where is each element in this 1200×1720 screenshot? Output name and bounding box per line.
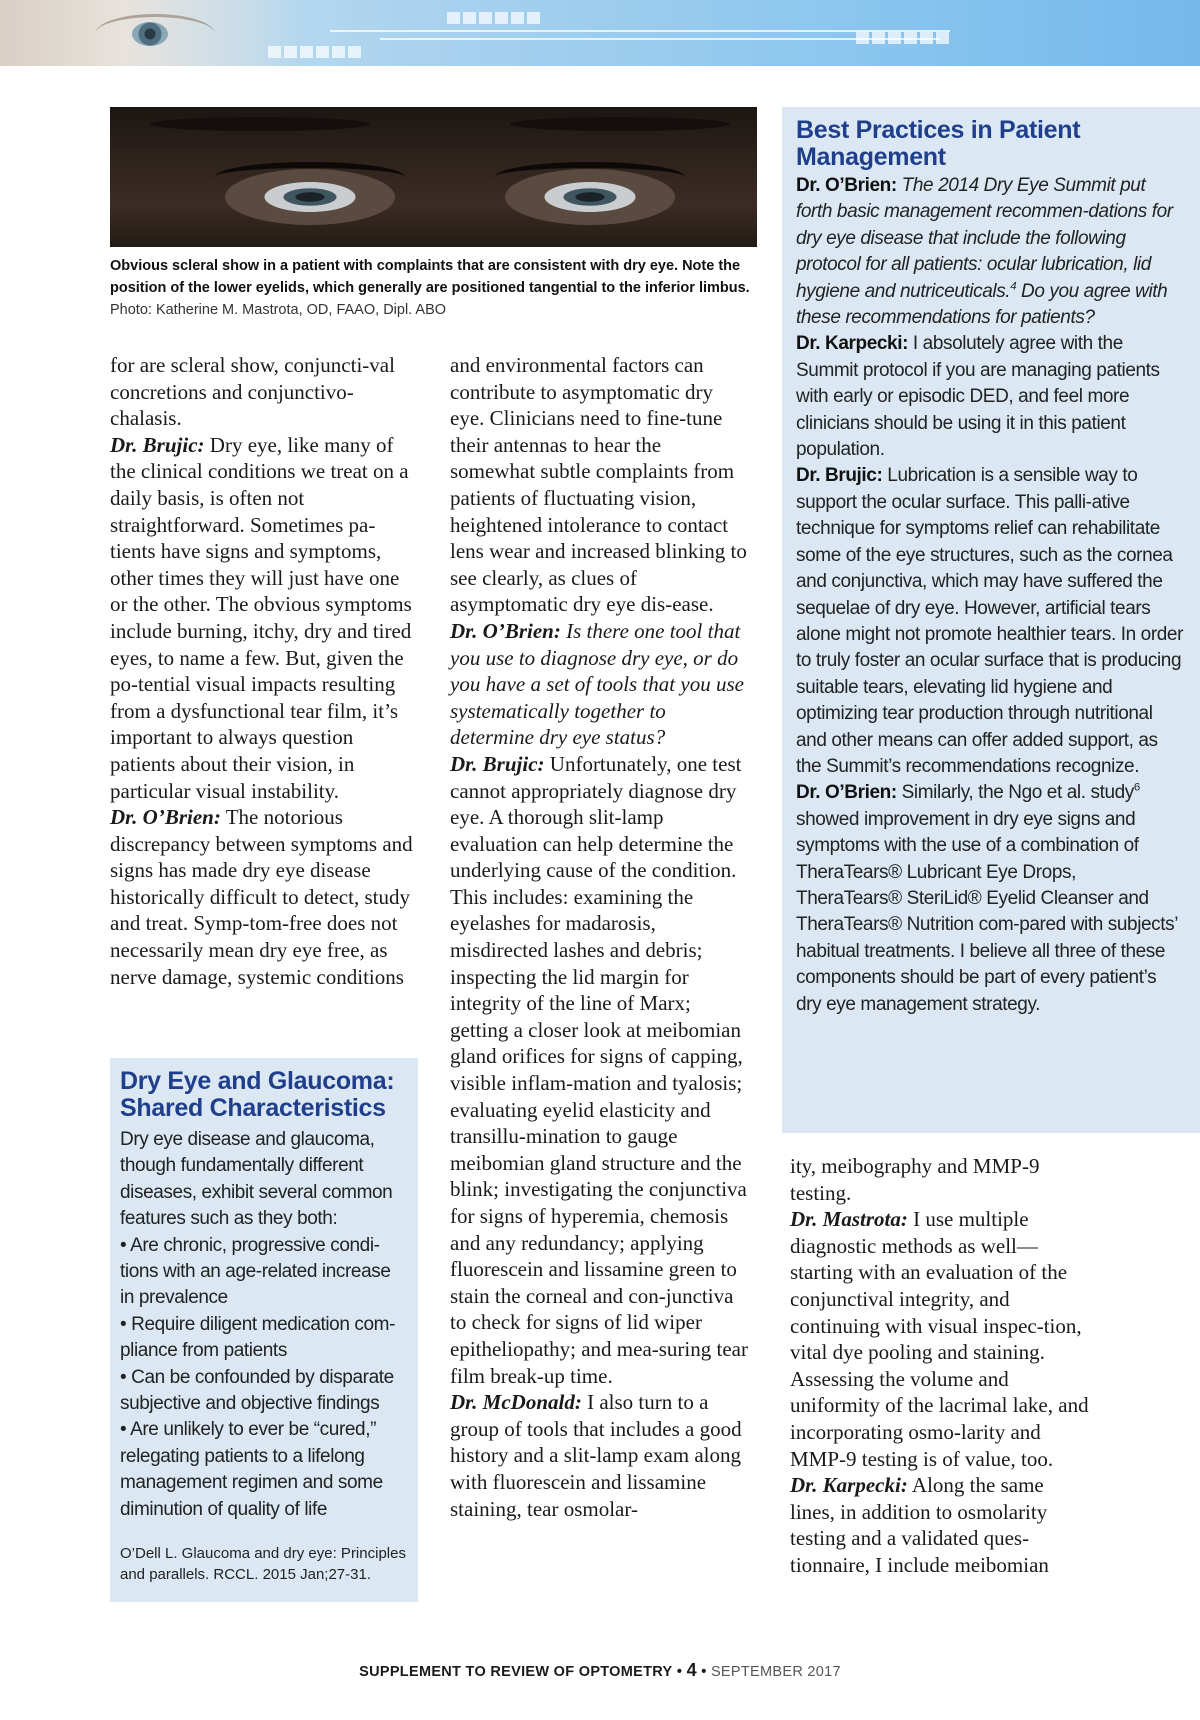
article-column-3 [790, 1153, 1090, 1579]
paragraph: Dr. Brujic: Lubrication is a sensible way to support the ocular surface. This palli-ative technique for symptoms relief can rehabilitate some of the eye structures, such as the cornea and conjunctiva, which may have suffered the sequelae of dry eye. However, artificial tears alone might not promote healthier tears. In order to truly foster an ocular surface that is producing suitable tears, elevating lid hygiene and optimizing tear production through nutritional and other means can offer added support, as the Summit’s recommendations recognize. [796, 465, 1184, 777]
speaker-label: Dr. O’Brien: [796, 175, 897, 196]
sidebar-intro: Dry eye disease and glaucoma, though fundamentally different diseases, exhibit several common features such as they both: [120, 1129, 393, 1230]
caption-text: Obvious scleral show in a patient with complaints that are consistent with dry eye. Note the position of the lower eyelids, which generally are positioned tangential to the inferior limbus. [110, 258, 750, 296]
paragraph: Dr. Karpecki: I absolutely agree with the Summit protocol if you are managing patients with early or episodic DED, and feel more clinicians should be using it in this patient population. [796, 333, 1160, 461]
glaucoma-sidebar [110, 1058, 418, 1602]
best-practices-sidebar [782, 107, 1200, 1133]
paragraph: Dr. Brujic: Unfortunately, one test cannot appropriately diagnose dry eye. A thorough slit-lamp evaluation can help determine the underlying cause of the condition. This includes: examining the eyelashes for madarosis, misdirected lashes and debris; inspecting the lid margin for integrity of the line of Marx; getting a closer look at meibomian gland orifices for signs of capping, visible inflam-mation and tyalosis; evaluating eyelid elasticity and transillu-mination to gauge meibomian gland structure and the blink; investigating the conjunctiva for signs of hyperemia, chemosis and any redundancy; applying fluorescein and lissamine green to stain the corneal and con-junctiva to check for signs of lid wiper epitheliopathy; and mea-suring tear film break-up time. [450, 751, 748, 1388]
paragraph: Dr. Mastrota: I use multiple diagnostic methods as well—starting with an evaluation of the conjunctival integrity, and continuing with visual inspec-tion, vital dye pooling and staining. Assessing the volume and uniformity of the lacrimal lake, and incorporating osmo-larity and MMP-9 testing is of value, too. [790, 1207, 1089, 1471]
speaker-label: Dr. Karpecki: [796, 333, 909, 355]
paragraph: Dr. McDonald: I also turn to a group of tools that includes a good history and a slit-lamp exam along with fluorescein and lissamine staining, tear osmolar- [450, 1390, 742, 1521]
banner-dashes [268, 46, 361, 58]
speaker-label: Dr. Brujic: [796, 465, 883, 487]
paragraph: Dr. O’Brien: Is there one tool that you use to diagnose dry eye, or do you have a set of tools that you use systematically together to determine dry eye status? [450, 618, 744, 750]
bullet-item: • Are chronic, progressive condi-tions with an age-related increase in prevalence [120, 1234, 391, 1309]
speaker-label: Dr. Brujic: [450, 751, 545, 776]
photo-credit: Photo: Katherine M. Mastrota, OD, FAAO, Dipl. ABO [110, 302, 447, 318]
bullet-item: • Require diligent medication com-pliance from patients [120, 1313, 396, 1362]
photo-caption [110, 255, 760, 321]
paragraph: Dr. Karpecki: Along the same lines, in addition to osmolarity testing and a validated ques-tionnaire, I include meibomian [790, 1473, 1049, 1577]
banner-dashes [447, 12, 540, 24]
issue-date: SEPTEMBER 2017 [710, 1664, 841, 1680]
paragraph: ity, meibography and MMP-9 testing. [790, 1154, 1040, 1205]
patient-eyes-photo [110, 107, 757, 247]
sidebar-title: Best Practices in Patient Management [796, 116, 1081, 171]
speaker-label: Dr. O’Brien: [110, 805, 221, 830]
speaker-label: Dr. Brujic: [110, 432, 205, 457]
paragraph: Dr. Brujic: Dry eye, like many of the clinical conditions we treat on a daily basis, is often not straightforward. Sometimes pa-tients have signs and symptoms, other times they will just have one or the other. The obvious symptoms include burning, itchy, dry and tired eyes, to name a few. But, given the po-tential visual impacts resulting from a dysfunctional tear film, it’s important to always question patients about their vision, in particular visual instability. [110, 432, 412, 803]
speaker-label: Dr. O’Brien: [796, 782, 897, 804]
sidebar-title: Dry Eye and Glaucoma: Shared Characteristics [120, 1067, 395, 1122]
paragraph: and environmental factors can contribute to asymptomatic dry eye. Clinicians need to fine-tune their antennas to hear the somewhat subtle complaints from patients of fluctuating vision, heightened intolerance to contact lens wear and increased blinking to see clearly, as clues of asymptomatic dry eye dis-ease. [450, 353, 747, 617]
bullet-item: • Are unlikely to ever be “cured,” relegating patients to a lifelong management regimen and some diminution of quality of life [120, 1419, 383, 1520]
banner-eye-image [0, 0, 300, 66]
speaker-label: Dr. McDonald: [450, 1390, 582, 1415]
bullet-item: • Can be confounded by disparate subjective and objective findings [120, 1366, 394, 1415]
page-footer: SUPPLEMENT TO REVIEW OF OPTOMETRY • 4 • SEPTEMBER 2017 [359, 1660, 841, 1680]
page-number: 4 [686, 1660, 697, 1680]
article-column-2 [450, 352, 750, 1522]
sidebar-reference: O’Dell L. Glaucoma and dry eye: Principles and parallels. RCCL. 2015 Jan;27-31. [120, 1545, 406, 1584]
paragraph: Dr. O’Brien: The 2014 Dry Eye Summit put forth basic management recommen-dations for dry eye disease that include the following protocol for all patients: ocular lubrication, lid hygiene and nutriceuticals.$^4$ Do you agree with these recommendations for patients? [796, 175, 1173, 329]
paragraph: Dr. O’Brien: The notorious discrepancy between symptoms and signs has made dry eye disease historically difficult to detect, study and treat. Symp-tom-free does not necessarily mean dry eye free, as nerve damage, systemic conditions [110, 805, 413, 989]
publication-name: SUPPLEMENT TO REVIEW OF OPTOMETRY [359, 1664, 673, 1680]
paragraph: Dr. O’Brien: Similarly, the Ngo et al. study$^6$ showed improvement in dry eye signs and symptoms with the use of a combination of TheraTears® Lubricant Eye Drops, TheraTears® SteriLid® Eyelid Cleanser and TheraTears® Nutrition com-pared with subjects’ habitual treatments. I believe all three of these components should be part of every patient’s dry eye management strategy. [796, 782, 1178, 1015]
speaker-label: Dr. O’Brien: [450, 618, 561, 643]
speaker-label: Dr. Karpecki: [790, 1473, 908, 1498]
banner-dashes [856, 32, 949, 44]
article-column-1 [110, 352, 415, 990]
speaker-label: Dr. Mastrota: [790, 1207, 908, 1232]
paragraph: for are scleral show, conjuncti-val concretions and conjunctivo-chalasis. [110, 353, 395, 431]
header-banner [0, 0, 1200, 66]
